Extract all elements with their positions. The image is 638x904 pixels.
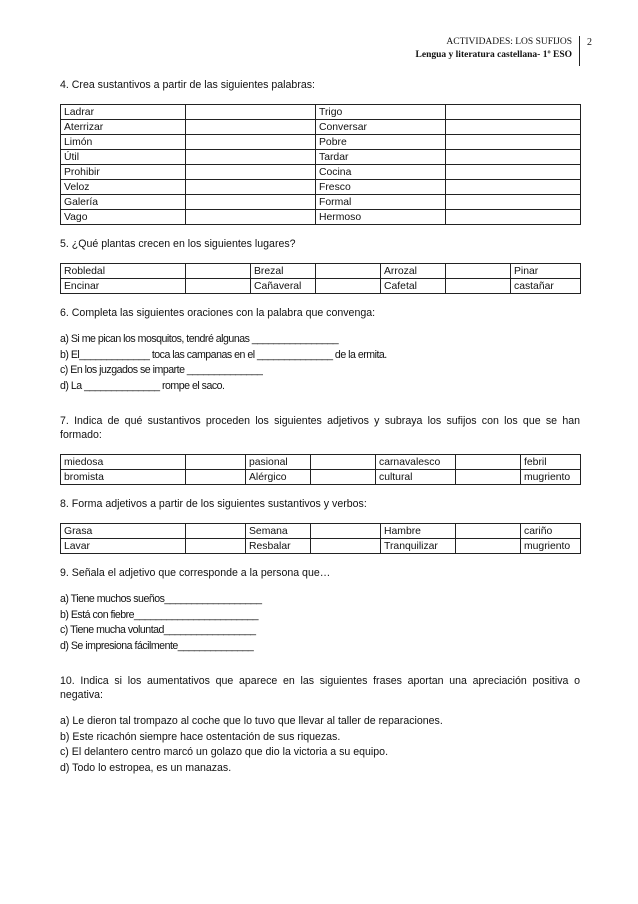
header-divider <box>579 36 580 66</box>
question-4-title: 4. Crea sustantivos a partir de las siguientes palabras: <box>60 79 315 91</box>
table-row <box>61 195 581 210</box>
page-header <box>416 36 592 66</box>
word-cell: miedosa <box>61 455 186 470</box>
question-5-table <box>60 263 581 294</box>
answer-cell[interactable] <box>186 135 316 150</box>
sentence-line: b) Está con fiebre_______________________ <box>60 608 259 621</box>
question-8 <box>60 497 580 554</box>
word-cell: Limón <box>61 135 186 150</box>
sentence-line: a) Tiene muchos sueños__________________ <box>60 593 262 605</box>
question-4 <box>60 78 580 225</box>
question-7 <box>60 414 580 485</box>
answer-cell[interactable] <box>456 524 521 539</box>
word-cell: carnavalesco <box>376 455 456 470</box>
table-row <box>61 470 581 485</box>
question-8-table <box>60 523 581 554</box>
word-cell: Galería <box>61 195 186 210</box>
answer-cell[interactable] <box>446 180 581 195</box>
table-row <box>61 150 581 165</box>
question-5-title: 5. ¿Qué plantas crecen en los siguientes lugares? <box>60 238 296 250</box>
table-row <box>61 210 581 225</box>
question-7-table <box>60 454 581 485</box>
answer-cell[interactable] <box>186 195 316 210</box>
answer-cell[interactable] <box>311 539 381 554</box>
answer-cell[interactable] <box>186 279 251 294</box>
table-row <box>61 279 581 294</box>
word-cell: Cocina <box>316 165 446 180</box>
sentence-line: c) El delantero centro marcó un golazo que dio la victoria a su equipo. <box>60 746 389 758</box>
question-4-table <box>60 104 581 225</box>
sentence-line: a) Le dieron tal trompazo al coche que lo tuvo que llevar al taller de reparaciones. <box>60 715 443 727</box>
table-row <box>61 180 581 195</box>
answer-cell[interactable] <box>186 470 246 485</box>
spacer <box>60 654 580 666</box>
answer-cell[interactable] <box>186 455 246 470</box>
word-cell: Hermoso <box>316 210 446 225</box>
question-6-title: 6. Completa las siguientes oraciones con la palabra que convenga: <box>60 307 376 319</box>
word-cell: febril <box>521 455 581 470</box>
answer-cell[interactable] <box>311 524 381 539</box>
question-8-title: 8. Forma adjetivos a partir de los siguientes sustantivos y verbos: <box>60 498 367 510</box>
table-row <box>61 539 581 554</box>
word-cell: cultural <box>376 470 456 485</box>
answer-cell[interactable] <box>446 279 511 294</box>
question-9-title: 9. Señala el adjetivo que corresponde a la persona que… <box>60 567 331 579</box>
table-row <box>61 264 581 279</box>
answer-cell[interactable] <box>186 264 251 279</box>
answer-cell[interactable] <box>456 455 521 470</box>
word-cell: pasional <box>246 455 311 470</box>
word-cell: Hambre <box>381 524 456 539</box>
question-9 <box>60 566 580 666</box>
word-cell: Veloz <box>61 180 186 195</box>
word-cell: cariño <box>521 524 581 539</box>
word-cell: Brezal <box>251 264 316 279</box>
word-cell: Pinar <box>511 264 581 279</box>
question-10 <box>60 674 580 775</box>
question-6 <box>60 306 580 406</box>
word-cell: Pobre <box>316 135 446 150</box>
answer-cell[interactable] <box>186 524 246 539</box>
answer-cell[interactable] <box>311 455 376 470</box>
sentence-line: c) Tiene mucha voluntad_________________ <box>60 624 256 636</box>
word-cell: Grasa <box>61 524 186 539</box>
sentence-line: d) Se impresiona fácilmente______________ <box>60 639 254 652</box>
word-cell: Tranquilizar <box>381 539 456 554</box>
answer-cell[interactable] <box>311 470 376 485</box>
header-subtitle: Lengua y literatura castellana- 1º ESO <box>415 50 572 60</box>
table-row <box>61 135 581 150</box>
answer-cell[interactable] <box>186 539 246 554</box>
answer-cell[interactable] <box>446 195 581 210</box>
word-cell: Fresco <box>316 180 446 195</box>
answer-cell[interactable] <box>186 120 316 135</box>
question-7-title: 7. Indica de qué sustantivos proceden los siguientes adjetivos y subraya los sufijos con los que se han formado: <box>60 415 580 441</box>
word-cell: Lavar <box>61 539 186 554</box>
word-cell: Prohibir <box>61 165 186 180</box>
answer-cell[interactable] <box>186 105 316 120</box>
word-cell: Semana <box>246 524 311 539</box>
sentence-line: d) Todo lo estropea, es un manazas. <box>60 761 232 774</box>
header-text <box>416 36 579 62</box>
word-cell: Encinar <box>61 279 186 294</box>
answer-cell[interactable] <box>446 120 581 135</box>
sentence-line: b) Este ricachón siempre hace ostentación de sus riquezas. <box>60 730 341 743</box>
word-cell: castañar <box>511 279 581 294</box>
answer-cell[interactable] <box>316 264 381 279</box>
table-row <box>61 120 581 135</box>
word-cell: Vago <box>61 210 186 225</box>
sentence-line: d) La ______________ rompe el saco. <box>60 379 225 392</box>
spacer <box>60 394 580 406</box>
header-title: ACTIVIDADES: LOS SUFIJOS <box>446 37 572 47</box>
table-row <box>61 165 581 180</box>
answer-cell[interactable] <box>186 210 316 225</box>
word-cell: mugriento <box>521 539 581 554</box>
word-cell: Cañaveral <box>251 279 316 294</box>
page-number: 2 <box>587 37 592 48</box>
answer-cell[interactable] <box>456 470 521 485</box>
answer-cell[interactable] <box>186 150 316 165</box>
table-row <box>61 524 581 539</box>
word-cell: Resbalar <box>246 539 311 554</box>
word-cell: Trigo <box>316 105 446 120</box>
answer-cell[interactable] <box>186 165 316 180</box>
answer-cell[interactable] <box>446 165 581 180</box>
table-row <box>61 105 581 120</box>
word-cell: mugriento <box>521 470 581 485</box>
answer-cell[interactable] <box>446 150 581 165</box>
word-cell: Útil <box>61 150 186 165</box>
answer-cell[interactable] <box>186 180 316 195</box>
word-cell: Formal <box>316 195 446 210</box>
word-cell: Ladrar <box>61 105 186 120</box>
answer-cell[interactable] <box>446 264 511 279</box>
answer-cell[interactable] <box>456 539 521 554</box>
answer-cell[interactable] <box>446 105 581 120</box>
word-cell: Cafetal <box>381 279 446 294</box>
sentence-line: a) Si me pican los mosquitos, tendré algunas ________________ <box>60 333 339 345</box>
answer-cell[interactable] <box>446 210 581 225</box>
question-10-title: 10. Indica si los aumentativos que aparece en las siguientes frases aportan una apreciación positiva o negativa: <box>60 675 580 701</box>
word-cell: Conversar <box>316 120 446 135</box>
answer-cell[interactable] <box>316 279 381 294</box>
word-cell: Alérgico <box>246 470 311 485</box>
word-cell: bromista <box>61 470 186 485</box>
table-row <box>61 455 581 470</box>
worksheet-content <box>60 78 580 783</box>
word-cell: Robledal <box>61 264 186 279</box>
answer-cell[interactable] <box>446 135 581 150</box>
word-cell: Aterrizar <box>61 120 186 135</box>
sentence-line: b) El_____________ toca las campanas en el ______________ de la ermita. <box>60 348 387 361</box>
question-5 <box>60 237 580 294</box>
word-cell: Tardar <box>316 150 446 165</box>
word-cell: Arrozal <box>381 264 446 279</box>
sentence-line: c) En los juzgados se imparte ______________ <box>60 364 263 376</box>
